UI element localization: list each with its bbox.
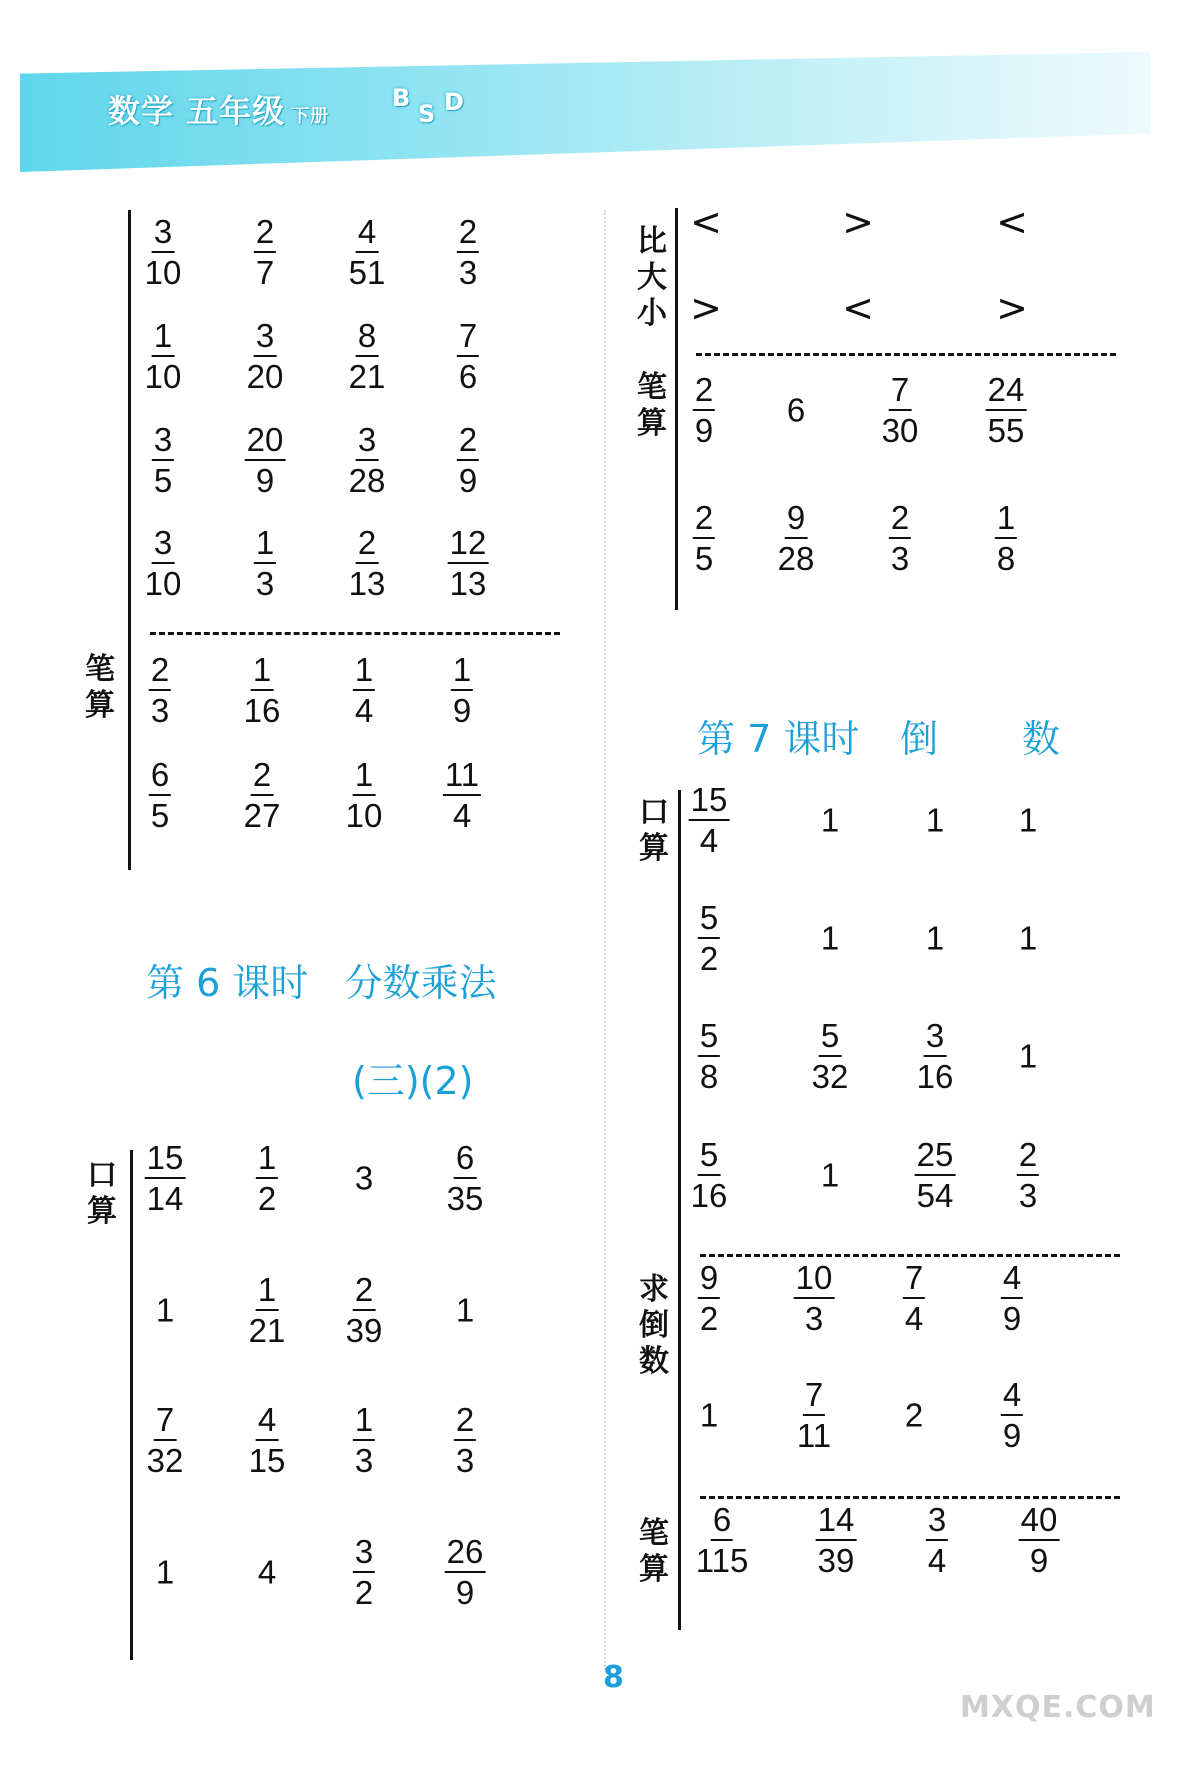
fraction	[698, 901, 720, 975]
fraction-numerator: 1	[995, 501, 1017, 539]
answer-fraction	[242, 758, 283, 832]
fraction	[1001, 1378, 1023, 1452]
answer-fraction	[353, 1403, 375, 1477]
fraction	[353, 653, 375, 727]
answer-integer: 1	[1018, 801, 1038, 839]
fraction-numerator: 5	[819, 1019, 841, 1057]
fraction-numerator: 8	[356, 319, 378, 357]
fraction-numerator: 6	[149, 758, 171, 796]
fraction-denominator: 8	[996, 540, 1016, 577]
answer-fraction	[1019, 1503, 1060, 1577]
answer-fraction	[689, 783, 730, 857]
fraction-denominator: 30	[881, 412, 919, 449]
fraction-numerator: 10	[794, 1261, 835, 1299]
fraction-numerator: 2	[353, 1273, 375, 1311]
comparison-symbol: >	[996, 286, 1028, 330]
fraction	[915, 1019, 956, 1093]
lesson7-number: 第 7 课时	[697, 717, 860, 761]
fraction-numerator: 5	[698, 1019, 720, 1057]
fraction	[689, 783, 730, 857]
fraction-numerator: 4	[1001, 1261, 1023, 1299]
fraction	[353, 1403, 375, 1477]
answer-integer: 1	[925, 801, 945, 839]
fraction-numerator: 5	[698, 901, 720, 939]
fraction-numerator: 1	[152, 319, 174, 357]
answer-integer: 1	[1018, 1037, 1038, 1075]
page-number: 8	[603, 1660, 624, 1695]
answer-fraction	[816, 1503, 857, 1577]
fraction-numerator: 7	[457, 319, 479, 357]
fraction-numerator: 3	[926, 1503, 948, 1541]
answer-fraction	[457, 215, 479, 289]
fraction-denominator: 39	[345, 1312, 383, 1349]
fraction-numerator: 6	[711, 1503, 733, 1541]
answer-integer: 1	[699, 1396, 719, 1434]
fraction-denominator: 20	[246, 358, 284, 395]
fraction	[995, 501, 1017, 575]
fraction-denominator: 2	[257, 1180, 277, 1217]
fraction	[880, 373, 921, 447]
left-block1-rule	[128, 210, 131, 870]
fraction-denominator: 35	[446, 1180, 484, 1217]
answer-fraction	[889, 501, 911, 575]
fraction	[445, 1141, 486, 1215]
fraction-denominator: 9	[694, 412, 714, 449]
answer-fraction	[245, 319, 286, 393]
fraction	[889, 501, 911, 575]
fraction-denominator: 2	[354, 1574, 374, 1611]
answer-fraction	[794, 1261, 835, 1335]
right-dashed-separator-1	[696, 353, 1116, 356]
fraction-numerator: 2	[149, 653, 171, 691]
book-title	[108, 86, 329, 132]
fraction-numerator: 14	[816, 1503, 857, 1541]
fraction	[693, 373, 715, 447]
fraction-denominator: 9	[1002, 1417, 1022, 1454]
fraction-numerator: 40	[1019, 1503, 1060, 1541]
fraction	[698, 1261, 720, 1335]
fraction	[254, 526, 276, 600]
answer-fraction	[457, 423, 479, 497]
fraction-denominator: 7	[255, 254, 275, 291]
fraction-denominator: 55	[987, 412, 1025, 449]
fraction-numerator: 2	[251, 758, 273, 796]
fraction	[776, 501, 817, 575]
fraction-denominator: 27	[243, 797, 281, 834]
fraction-numerator: 7	[154, 1403, 176, 1441]
fraction	[443, 758, 481, 832]
lesson7-topic-b: 数	[1022, 717, 1061, 761]
fraction-denominator: 3	[354, 1442, 374, 1479]
fraction	[347, 423, 388, 497]
fraction-denominator: 28	[777, 540, 815, 577]
fraction-denominator: 4	[354, 692, 374, 729]
fraction-denominator: 32	[146, 1442, 184, 1479]
fraction-numerator: 1	[254, 526, 276, 564]
fraction	[694, 1503, 751, 1577]
answer-fraction	[347, 215, 388, 289]
answer-fraction	[149, 653, 171, 727]
fraction	[454, 1403, 476, 1477]
answer-integer: 1	[455, 1291, 475, 1329]
fraction	[926, 1503, 948, 1577]
right-bisuan-label: 笔算	[637, 370, 667, 441]
fraction	[347, 215, 388, 289]
fraction-numerator: 2	[454, 1403, 476, 1441]
fraction	[794, 1261, 835, 1335]
fraction-numerator: 7	[889, 373, 911, 411]
fraction	[1019, 1503, 1060, 1577]
fraction-numerator: 1	[353, 1403, 375, 1441]
answer-fraction	[915, 1019, 956, 1093]
answer-fraction	[995, 501, 1017, 575]
answer-fraction	[347, 423, 388, 497]
fraction-numerator: 2	[356, 526, 378, 564]
fraction-numerator: 2	[254, 215, 276, 253]
lesson6-title	[146, 952, 497, 1007]
lesson7-topic-a: 倒	[900, 717, 939, 761]
fraction-denominator: 15	[248, 1442, 286, 1479]
fraction-numerator: 20	[245, 423, 286, 461]
answer-fraction	[254, 526, 276, 600]
comparison-symbol: <	[690, 200, 722, 244]
fraction-denominator: 11	[796, 1417, 832, 1454]
answer-integer: 1	[925, 919, 945, 957]
answer-fraction	[694, 1503, 751, 1577]
fraction	[457, 215, 479, 289]
fraction-denominator: 21	[248, 1312, 286, 1349]
fraction-denominator: 2	[699, 1300, 719, 1337]
fraction	[242, 653, 283, 727]
fraction-numerator: 7	[903, 1261, 925, 1299]
answer-fraction	[256, 1141, 278, 1215]
fraction	[344, 758, 385, 832]
fraction	[247, 1403, 288, 1477]
fraction-numerator: 12	[448, 526, 489, 564]
fraction	[347, 526, 388, 600]
answer-fraction	[143, 526, 184, 600]
fraction-numerator: 7	[803, 1378, 825, 1416]
right-qiudaoshu-label: 求倒数	[639, 1272, 669, 1379]
fraction-denominator: 10	[144, 565, 182, 602]
answer-integer: 1	[155, 1553, 175, 1591]
answer-fraction	[776, 501, 817, 575]
book-subject-grade: 数学 五年级	[108, 92, 286, 130]
fraction-denominator: 16	[690, 1177, 728, 1214]
answer-fraction	[347, 319, 388, 393]
answer-fraction	[445, 1535, 486, 1609]
fraction-numerator: 26	[445, 1535, 486, 1573]
fraction-denominator: 2	[699, 940, 719, 977]
fraction-numerator: 4	[256, 1403, 278, 1441]
fraction	[816, 1503, 857, 1577]
answer-fraction	[445, 1141, 486, 1215]
fraction	[1017, 1138, 1039, 1212]
answer-fraction	[451, 653, 473, 727]
fraction-denominator: 3	[150, 692, 170, 729]
answer-fraction	[693, 373, 715, 447]
fraction-denominator: 5	[153, 462, 173, 499]
fraction-numerator: 1	[256, 1273, 278, 1311]
answer-fraction	[457, 319, 479, 393]
fraction-denominator: 3	[1018, 1177, 1038, 1214]
lesson7-title	[697, 708, 859, 763]
fraction-numerator: 2	[693, 501, 715, 539]
fraction-denominator: 115	[695, 1542, 749, 1579]
right-kousuan-label: 口算	[639, 795, 669, 866]
fraction	[353, 1535, 375, 1609]
fraction-numerator: 11	[443, 758, 481, 796]
answer-integer: 4	[257, 1553, 277, 1591]
fraction	[254, 215, 276, 289]
answer-fraction	[693, 501, 715, 575]
fraction	[152, 423, 174, 497]
watermark: MXQE.COM	[960, 1690, 1156, 1725]
fraction	[448, 526, 489, 600]
fraction-denominator: 4	[904, 1300, 924, 1337]
answer-fraction	[1001, 1378, 1023, 1452]
fraction	[149, 758, 171, 832]
right-block1-rule	[675, 208, 678, 610]
fraction-denominator: 13	[449, 565, 487, 602]
answer-fraction	[353, 653, 375, 727]
fraction	[915, 1138, 956, 1212]
fraction-numerator: 1	[251, 653, 273, 691]
comparison-symbol: <	[842, 286, 874, 330]
fraction-denominator: 10	[144, 254, 182, 291]
fraction-numerator: 5	[698, 1138, 720, 1176]
comparison-symbol: <	[996, 200, 1028, 244]
answer-fraction	[145, 1403, 186, 1477]
fraction	[344, 1273, 385, 1347]
fraction-denominator: 4	[452, 797, 472, 834]
answer-fraction	[448, 526, 489, 600]
fraction-numerator: 3	[152, 526, 174, 564]
fraction-denominator: 5	[150, 797, 170, 834]
answer-fraction	[149, 758, 171, 832]
fraction-denominator: 21	[348, 358, 386, 395]
fraction-denominator: 16	[916, 1058, 954, 1095]
left-kousuan-label: 口算	[87, 1158, 117, 1229]
answer-fraction	[344, 1273, 385, 1347]
lesson6-number: 第 6 课时	[146, 961, 309, 1005]
answer-integer: 1	[1018, 919, 1038, 957]
fraction-numerator: 1	[353, 653, 375, 691]
right-block2-rule	[678, 790, 681, 1630]
lesson6-subtitle: (三)(2)	[352, 1059, 474, 1103]
fraction-numerator: 25	[915, 1138, 956, 1176]
fraction-denominator: 4	[699, 822, 719, 859]
answer-fraction	[926, 1503, 948, 1577]
fraction	[1001, 1261, 1023, 1335]
left-kousuan-rule	[130, 1150, 133, 1660]
fraction-numerator: 3	[152, 423, 174, 461]
answer-fraction	[810, 1019, 851, 1093]
fraction	[145, 1403, 186, 1477]
answer-integer: 2	[904, 1396, 924, 1434]
fraction	[693, 501, 715, 575]
fraction	[149, 653, 171, 727]
fraction-numerator: 1	[451, 653, 473, 691]
fraction-numerator: 3	[152, 215, 174, 253]
fraction	[256, 1141, 278, 1215]
answer-fraction	[245, 423, 286, 497]
answer-fraction	[454, 1403, 476, 1477]
fraction	[143, 319, 184, 393]
fraction-denominator: 54	[916, 1177, 954, 1214]
fraction-denominator: 3	[890, 540, 910, 577]
answer-integer: 1	[820, 919, 840, 957]
fraction-denominator: 28	[348, 462, 386, 499]
fraction-denominator: 13	[348, 565, 386, 602]
fraction-numerator: 6	[454, 1141, 476, 1179]
right-bisuan2-label: 笔算	[639, 1516, 669, 1587]
fraction-numerator: 1	[256, 1141, 278, 1179]
fraction-denominator: 6	[458, 358, 478, 395]
answer-fraction	[698, 901, 720, 975]
answer-fraction	[880, 373, 921, 447]
fraction-numerator: 2	[457, 423, 479, 461]
answer-fraction	[344, 758, 385, 832]
fraction-denominator: 9	[452, 692, 472, 729]
fraction	[810, 1019, 851, 1093]
fraction-denominator: 3	[255, 565, 275, 602]
fraction-numerator: 2	[889, 501, 911, 539]
answer-fraction	[254, 215, 276, 289]
answer-fraction	[247, 1403, 288, 1477]
fraction	[457, 423, 479, 497]
answer-fraction	[347, 526, 388, 600]
fraction-numerator: 3	[356, 423, 378, 461]
right-dashed-separator-2	[700, 1254, 1120, 1257]
answer-fraction	[242, 653, 283, 727]
answer-fraction	[1017, 1138, 1039, 1212]
fraction-numerator: 2	[693, 373, 715, 411]
answer-fraction	[143, 215, 184, 289]
fraction-numerator: 2	[457, 215, 479, 253]
fraction-numerator: 2	[1017, 1138, 1039, 1176]
fraction	[903, 1261, 925, 1335]
fraction-numerator: 3	[924, 1019, 946, 1057]
fraction	[247, 1273, 288, 1347]
fraction	[242, 758, 283, 832]
left-bisuan-label: 笔算	[85, 652, 115, 723]
answer-integer: 1	[155, 1291, 175, 1329]
fraction	[689, 1138, 730, 1212]
fraction-numerator: 9	[698, 1261, 720, 1299]
fraction-denominator: 3	[458, 254, 478, 291]
fraction	[986, 373, 1027, 447]
answer-fraction	[689, 1138, 730, 1212]
answer-fraction	[152, 423, 174, 497]
answer-fraction	[1001, 1261, 1023, 1335]
fraction-denominator: 9	[255, 462, 275, 499]
answer-fraction	[698, 1261, 720, 1335]
fraction-numerator: 24	[986, 373, 1027, 411]
fraction-denominator: 4	[927, 1542, 947, 1579]
answer-fraction	[903, 1261, 925, 1335]
fraction	[245, 319, 286, 393]
fraction	[245, 423, 286, 497]
fraction	[698, 1019, 720, 1093]
fraction-denominator: 9	[1002, 1300, 1022, 1337]
fraction-denominator: 39	[817, 1542, 855, 1579]
answer-fraction	[915, 1138, 956, 1212]
fraction	[347, 319, 388, 393]
fraction	[451, 653, 473, 727]
fraction-numerator: 15	[689, 783, 730, 821]
fraction	[457, 319, 479, 393]
fraction-denominator: 5	[694, 540, 714, 577]
fraction-denominator: 9	[458, 462, 478, 499]
fraction	[143, 526, 184, 600]
fraction-numerator: 9	[785, 501, 807, 539]
book-volume: 下册	[291, 106, 330, 127]
answer-fraction	[443, 758, 481, 832]
answer-fraction	[247, 1273, 288, 1347]
fraction-numerator: 1	[353, 758, 375, 796]
fraction-numerator: 3	[353, 1535, 375, 1573]
answer-fraction	[986, 373, 1027, 447]
fraction-denominator: 3	[455, 1442, 475, 1479]
fraction-denominator: 9	[1029, 1542, 1049, 1579]
answer-fraction	[145, 1141, 186, 1215]
fraction	[445, 1535, 486, 1609]
answer-integer: 1	[820, 801, 840, 839]
fraction-denominator: 9	[455, 1574, 475, 1611]
fraction-numerator: 4	[356, 215, 378, 253]
fraction-denominator: 14	[146, 1180, 184, 1217]
fraction-numerator: 3	[254, 319, 276, 357]
fraction-denominator: 16	[243, 692, 281, 729]
answer-integer: 3	[354, 1159, 374, 1197]
fraction-denominator: 8	[699, 1058, 719, 1095]
fraction	[145, 1141, 186, 1215]
fraction-denominator: 3	[804, 1300, 824, 1337]
answer-fraction	[353, 1535, 375, 1609]
right-dashed-separator-3	[700, 1496, 1120, 1499]
fraction-denominator: 51	[348, 254, 386, 291]
fraction-denominator: 10	[345, 797, 383, 834]
fraction-denominator: 32	[811, 1058, 849, 1095]
answer-fraction	[698, 1019, 720, 1093]
fraction-numerator: 15	[145, 1141, 186, 1179]
column-divider	[604, 210, 606, 1670]
comparison-symbol: >	[842, 200, 874, 244]
lesson6-topic: 分数乘法	[344, 961, 497, 1005]
fraction	[795, 1378, 833, 1452]
fraction	[143, 215, 184, 289]
right-bidaxiao-label: 比大小	[637, 224, 667, 331]
answer-fraction	[795, 1378, 833, 1452]
comparison-symbol: >	[690, 286, 722, 330]
left-dashed-separator	[150, 632, 560, 635]
answer-integer: 1	[820, 1156, 840, 1194]
answer-fraction	[143, 319, 184, 393]
fraction-denominator: 10	[144, 358, 182, 395]
answer-integer: 6	[786, 391, 806, 429]
fraction-numerator: 4	[1001, 1378, 1023, 1416]
